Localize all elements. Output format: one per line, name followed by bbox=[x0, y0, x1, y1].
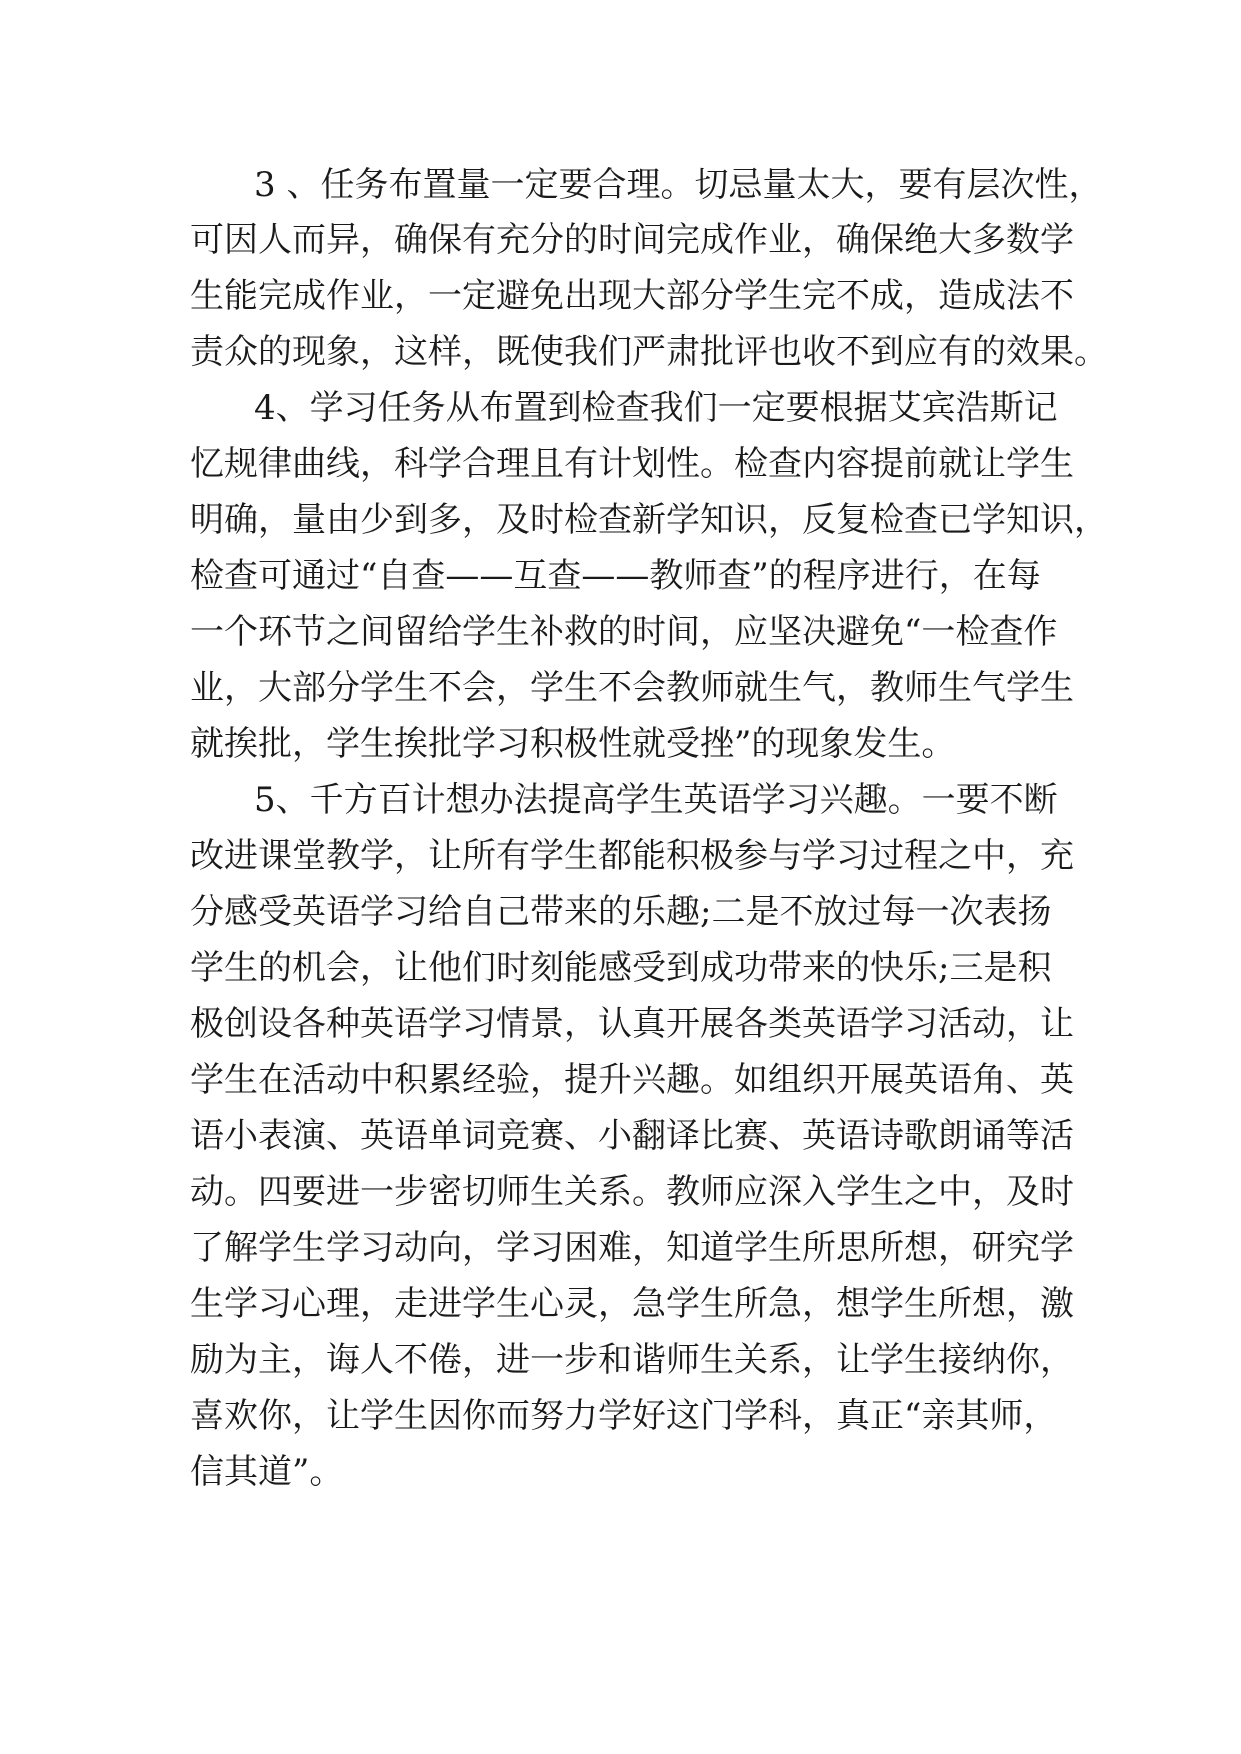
text-line bbox=[0, 1386, 1241, 1446]
paragraph-2-line-3: 明确，量由少到多，及时检查新学知识，反复检查已学知识， bbox=[190, 500, 1108, 540]
paragraph-2-line-5: 一个环节之间留给学生补救的时间，应坚决避免“一检查作 bbox=[190, 612, 1058, 652]
paragraph-3-line-7: 语小表演、英语单词竞赛、小翻译比赛、英语诗歌朗诵等活 bbox=[190, 1116, 1074, 1156]
paragraph-3-line-13: 信其道”。 bbox=[190, 1452, 344, 1492]
text-line bbox=[0, 1162, 1241, 1222]
paragraph-2-line-7: 就挨批，学生挨批学习积极性就受挫”的现象发生。 bbox=[190, 724, 956, 764]
text-line bbox=[0, 714, 1241, 774]
paragraph-3-line-11: 励为主，诲人不倦，进一步和谐师生关系，让学生接纳你， bbox=[190, 1340, 1074, 1380]
paragraph-1-line-4: 责众的现象，这样，既使我们严肃批评也收不到应有的效果。 bbox=[190, 332, 1108, 372]
paragraph-3-line-8: 动。四要进一步密切师生关系。教师应深入学生之中，及时 bbox=[190, 1172, 1074, 1212]
paragraph-3-line-9: 了解学生学习动向，学习困难，知道学生所思所想，研究学 bbox=[190, 1228, 1074, 1268]
text-line bbox=[0, 938, 1241, 998]
paragraph-3-line-5: 极创设各种英语学习情景，认真开展各类英语学习活动，让 bbox=[190, 1004, 1074, 1044]
text-line bbox=[0, 1218, 1241, 1278]
paragraph-1-line-2: 可因人而异，确保有充分的时间完成作业，确保绝大多数学 bbox=[190, 220, 1074, 260]
paragraph-3-line-2: 改进课堂教学，让所有学生都能积极参与学习过程之中，充 bbox=[190, 836, 1074, 876]
paragraph-1-line-3: 生能完成作业，一定避免出现大部分学生完不成，造成法不 bbox=[190, 276, 1074, 316]
text-line bbox=[0, 770, 1241, 830]
text-line bbox=[0, 1106, 1241, 1166]
text-line bbox=[0, 658, 1241, 718]
text-line bbox=[0, 434, 1241, 494]
text-line bbox=[0, 378, 1241, 438]
text-line bbox=[0, 1330, 1241, 1390]
text-line bbox=[0, 322, 1241, 382]
paragraph-3-line-1: 5、千方百计想办法提高学生英语学习兴趣。一要不断 bbox=[254, 780, 1058, 820]
paragraph-2-line-4: 检查可通过“自查——互查——教师查”的程序进行，在每 bbox=[190, 556, 1041, 596]
text-line bbox=[0, 210, 1241, 270]
text-line bbox=[0, 155, 1241, 215]
text-line bbox=[0, 882, 1241, 942]
paragraph-2-line-2: 忆规律曲线，科学合理且有计划性。检查内容提前就让学生 bbox=[190, 444, 1074, 484]
paragraph-3-line-10: 生学习心理，走进学生心灵，急学生所急，想学生所想，激 bbox=[190, 1284, 1074, 1324]
paragraph-1-line-1: 3 、任务布置量一定要合理。切忌量太大，要有层次性， bbox=[254, 165, 1103, 205]
paragraph-3-line-6: 学生在活动中积累经验，提升兴趣。如组织开展英语角、英 bbox=[190, 1060, 1074, 1100]
text-line bbox=[0, 826, 1241, 886]
text-line bbox=[0, 546, 1241, 606]
paragraph-2-line-6: 业，大部分学生不会，学生不会教师就生气，教师生气学生 bbox=[190, 668, 1074, 708]
text-line bbox=[0, 602, 1241, 662]
paragraph-2-line-1: 4、学习任务从布置到检查我们一定要根据艾宾浩斯记 bbox=[254, 388, 1058, 428]
paragraph-3-line-4: 学生的机会，让他们时刻能感受到成功带来的快乐;三是积 bbox=[190, 948, 1052, 988]
paragraph-3-line-3: 分感受英语学习给自己带来的乐趣;二是不放过每一次表扬 bbox=[190, 892, 1052, 932]
text-line bbox=[0, 1050, 1241, 1110]
text-line bbox=[0, 490, 1241, 550]
text-line bbox=[0, 1442, 1241, 1502]
text-line bbox=[0, 1274, 1241, 1334]
text-line bbox=[0, 266, 1241, 326]
paragraph-3-line-12: 喜欢你，让学生因你而努力学好这门学科，真正“亲其师， bbox=[190, 1396, 1058, 1436]
text-line bbox=[0, 994, 1241, 1054]
